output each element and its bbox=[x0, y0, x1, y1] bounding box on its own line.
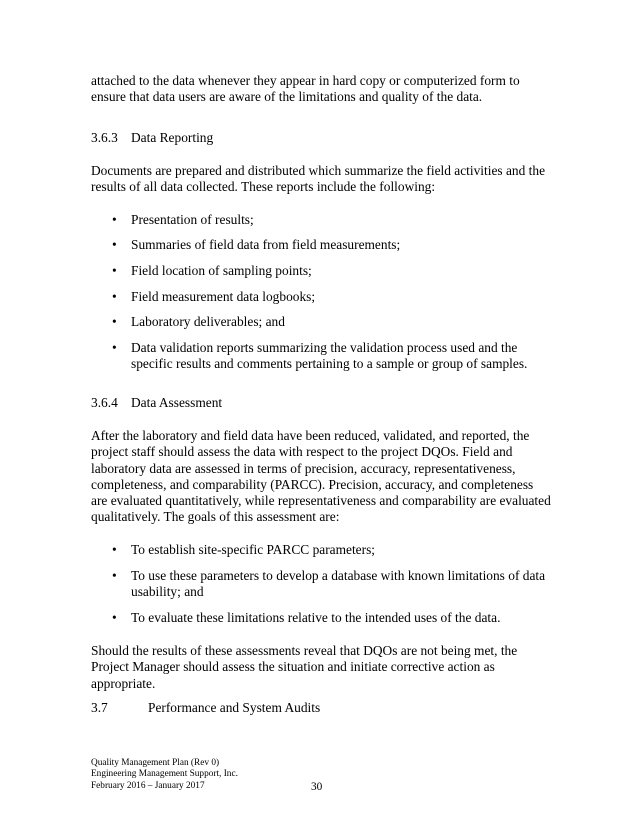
bullet-marker: • bbox=[112, 289, 117, 304]
bullet-marker: • bbox=[112, 237, 117, 252]
section-title: Data Assessment bbox=[131, 395, 223, 410]
list-item: To establish site-specific PARCC parameters; bbox=[131, 542, 376, 557]
bullet-marker: • bbox=[112, 610, 117, 625]
list-item: Presentation of results; bbox=[131, 212, 254, 227]
section-title: Data Reporting bbox=[131, 130, 214, 145]
section-heading-3-6-3 bbox=[91, 130, 213, 146]
bullet-marker: • bbox=[112, 314, 117, 329]
section-heading-3-7 bbox=[91, 700, 320, 716]
reporting-paragraph: Documents are prepared and distributed which summarize the field activities and the results of all data collected. These reports include the following: bbox=[91, 163, 546, 195]
list-item: Field measurement data logbooks; bbox=[131, 289, 316, 304]
bullet-marker: • bbox=[112, 212, 117, 227]
section-number: 3.6.3 bbox=[91, 130, 118, 145]
bullet-marker: • bbox=[112, 542, 117, 557]
intro-paragraph: attached to the data whenever they appear in hard copy or computerized form to ensure that data users are aware of the limitations and quality of the data. bbox=[91, 73, 520, 105]
list-item: Field location of sampling points; bbox=[131, 263, 312, 278]
list-item: To use these parameters to develop a database with known limitations of data usability; and bbox=[131, 568, 546, 600]
list-item: To evaluate these limitations relative to the intended uses of the data. bbox=[131, 610, 501, 625]
page-number: 30 bbox=[311, 781, 323, 793]
footer-line: Quality Management Plan (Rev 0) bbox=[91, 758, 220, 768]
section-heading-3-6-4 bbox=[91, 395, 222, 411]
bullet-marker: • bbox=[112, 263, 117, 278]
bullet-marker: • bbox=[112, 568, 117, 583]
bullet-marker: • bbox=[112, 340, 117, 355]
footer-line: Engineering Management Support, Inc. bbox=[91, 769, 238, 779]
section-number: 3.7 bbox=[91, 700, 108, 715]
section-number: 3.6.4 bbox=[91, 395, 118, 410]
assessment-paragraph: After the laboratory and field data have been reduced, validated, and reported, the project staff should assess the data with respect to the project DQOs. Field and laboratory data are assessed in terms of precision, accuracy, representativeness, completeness, and comparability (PARCC). Precision, accuracy, and completeness are evaluated quantitatively, while representativeness and comparability are evaluated qualitatively. The goals of this assessment are: bbox=[91, 428, 551, 525]
footer-line: February 2016 – January 2017 bbox=[91, 781, 205, 791]
list-item: Data validation reports summarizing the validation process used and the specific results and comments pertaining to a sample or group of samples. bbox=[131, 340, 528, 372]
list-item: Laboratory deliverables; and bbox=[131, 314, 285, 329]
closing-paragraph: Should the results of these assessments reveal that DQOs are not being met, the Project Manager should assess the situation and initiate corrective action as appropriate. bbox=[91, 643, 518, 691]
list-item: Summaries of field data from field measurements; bbox=[131, 237, 401, 252]
section-title: Performance and System Audits bbox=[148, 700, 321, 715]
